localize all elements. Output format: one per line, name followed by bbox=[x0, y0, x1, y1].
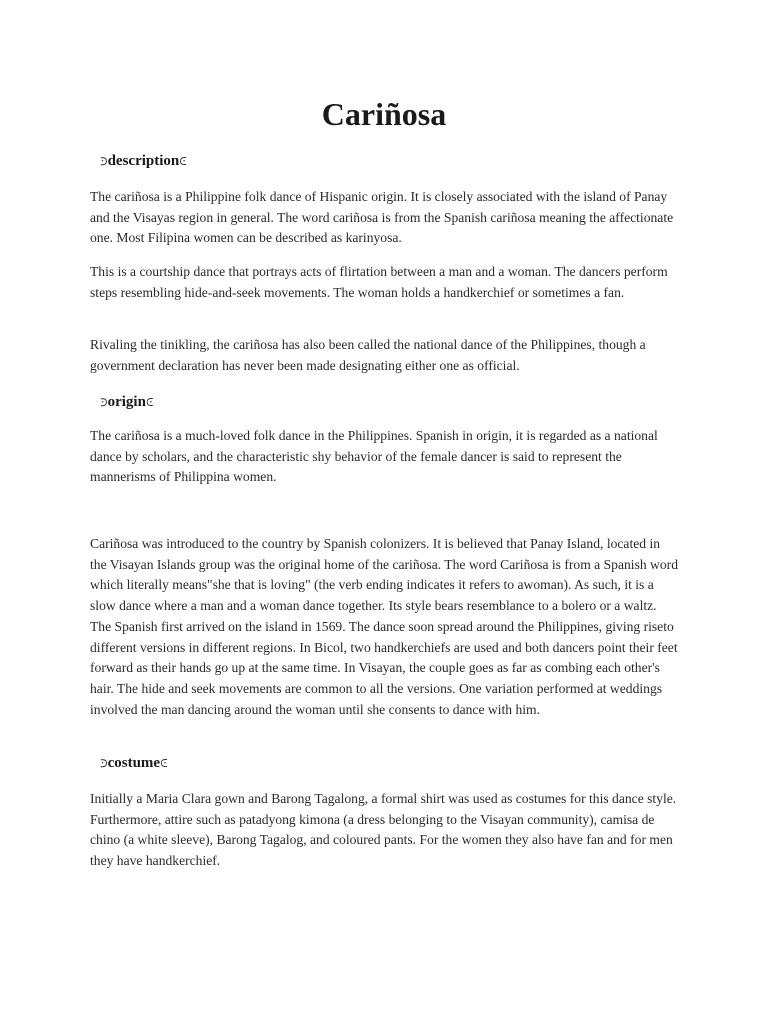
heading-text: costume bbox=[107, 755, 161, 771]
section-heading-costume bbox=[100, 753, 168, 773]
heading-mark-left: ⪾ bbox=[100, 153, 108, 168]
heading-mark-left: ⪾ bbox=[100, 755, 108, 770]
section-heading-origin bbox=[100, 392, 154, 412]
paragraph: This is a courtship dance that portrays acts of flirtation between a man and a woman. The dancers perform steps resembling hide-and-seek movements. The woman holds a handkerchief or sometimes a fan. bbox=[90, 264, 668, 300]
heading-mark-left: ⪾ bbox=[100, 394, 108, 409]
paragraph: Cariñosa was introduced to the country by Spanish colonizers. It is believed that Panay Island, located in the Visayan Islands group was the original home of the cariñosa. The word Cariñosa is from a Spanish word which literally means"she that is loving" (the verb ending indicates it refers to awoman). As such, it is a slow dance where a man and a woman dance together. Its style bears resemblance to a bolero or a waltz. The Spanish first arrived on the island in 1569. The dance soon spread around the Philippines, giving riseto different versions in different regions. In Bicol, two handkerchiefs are used and both dancers point their feet forward as their hands go up at the same time. In Visayan, the couple goes as far as combing each other's hair. The hide and seek movements are common to all the versions. One variation performed at weddings involved the man dancing around the woman until she consents to dance with him. bbox=[90, 536, 678, 717]
paragraph: Rivaling the tinikling, the cariñosa has also been called the national dance of the Philippines, though a government declaration has never been made designating either one as official. bbox=[90, 337, 646, 373]
page-title: Cariñosa bbox=[321, 96, 447, 132]
heading-text: description bbox=[107, 153, 180, 169]
paragraph: The cariñosa is a Philippine folk dance of Hispanic origin. It is closely associated with the island of Panay and the Visayas region in general. The word cariñosa is from the Spanish cariñosa meaning the affectionate one. Most Filipina women can be described as karinyosa. bbox=[90, 189, 674, 246]
heading-mark-right: ⪽ bbox=[145, 394, 154, 409]
heading-mark-right: ⪽ bbox=[160, 755, 168, 770]
heading-mark-right: ⪽ bbox=[179, 153, 187, 168]
section-heading-description bbox=[100, 151, 187, 171]
paragraph: Initially a Maria Clara gown and Barong Tagalong, a formal shirt was used as costumes for this dance style. Furthermore, attire such as patadyong kimona (a dress belonging to the Visayan community), camisa de chino (a white sleeve), Barong Tagalog, and coloured pants. For the women they also have fan and for men they have handkerchief. bbox=[90, 791, 677, 869]
paragraph: The cariñosa is a much-loved folk dance in the Philippines. Spanish in origin, it is regarded as a national dance by scholars, and the characteristic shy behavior of the female dancer is said to represent the mannerisms of Philippina women. bbox=[90, 428, 658, 485]
heading-text: origin bbox=[107, 394, 146, 410]
